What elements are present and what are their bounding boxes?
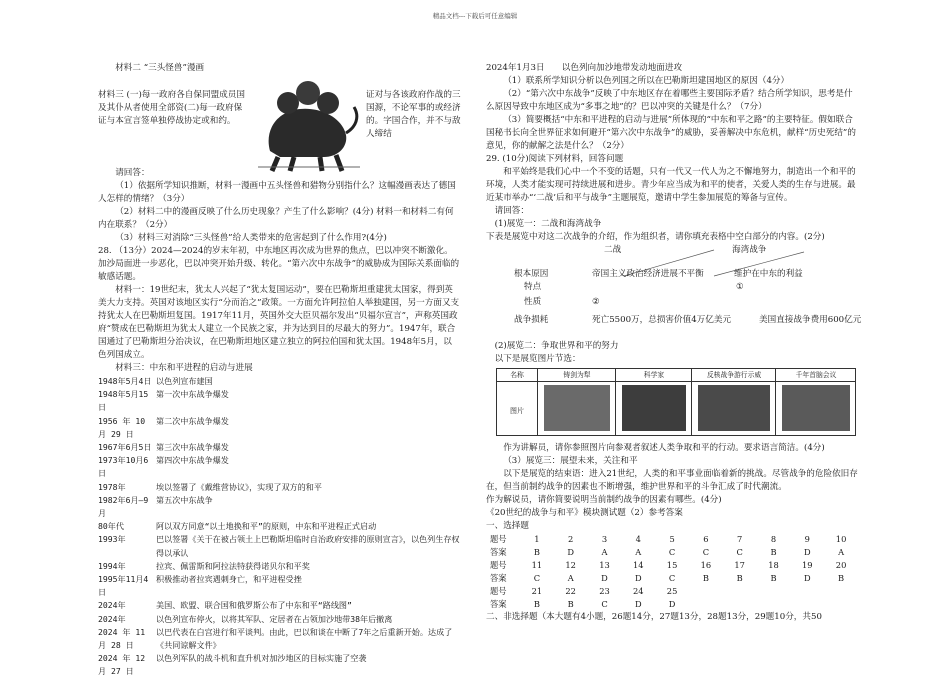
- answer-cell: [689, 598, 723, 611]
- answer-cell: 4: [635, 534, 641, 544]
- answer-cell: [824, 598, 858, 611]
- answer-cell: [757, 598, 791, 611]
- timeline-event: 第一次中东战争爆发: [156, 389, 229, 400]
- event-line: 2024年1月3日 以色列向加沙地带发动地面进攻: [486, 63, 683, 73]
- cell-gulf-feature: ①: [736, 282, 744, 292]
- question-2: （2）材料二中的漫画反映了什么历史现象？产生了什么影响？(4分) 材料一和材料二有何内在联系？（2分）: [98, 207, 454, 230]
- material3-text-right: 证对与各该政府作战的三国源，不论军事的或经济的。字国合作，并不与敌人缔结: [366, 90, 461, 139]
- answer-cell: D: [803, 573, 811, 583]
- timeline-date: 1967年6月5日: [98, 442, 152, 453]
- scientist-photo-icon: [622, 385, 686, 431]
- page-header: 精品文档---下载后可任意编辑: [432, 12, 518, 20]
- timeline-date: 2024年: [98, 613, 126, 624]
- answer-cell: 17: [734, 560, 745, 570]
- timeline-date: 80年代: [98, 521, 124, 532]
- answer-cell: A: [635, 547, 642, 557]
- pic-cell-scientist: [615, 369, 692, 435]
- answer-cell: D: [601, 573, 608, 583]
- cell-ww2-cause: 帝国主义政治经济进展不平衡: [592, 269, 704, 279]
- answer-cell: 8: [770, 534, 777, 544]
- answer-cell: 11: [531, 560, 543, 570]
- material2-title: 材料二 “三头怪兽”漫画: [115, 63, 205, 73]
- answer-cell: 20: [835, 560, 847, 570]
- exhibit2-task: 作为讲解员，请你参照图片向参观者叙述人类争取和平的行动。要求语言简洁。(4分): [503, 443, 825, 453]
- answer-cell: 2: [568, 534, 574, 544]
- pic-cell-summit: [775, 369, 856, 435]
- answer-cell: B: [736, 573, 743, 583]
- timeline-event: 以巴代表在白宫进行和平谈判。由此，巴以和谈在中断了7年之后重新开始。达成了《共同谅解文件》: [156, 626, 453, 651]
- three-headed-beast-cartoon-icon: [250, 77, 362, 173]
- right-question-1: （1）联系所学知识分析以色列国之所以在巴勒斯坦建国地区的原因（4分）: [503, 76, 790, 86]
- row-feature: 特点: [524, 282, 542, 292]
- answer-cell: [790, 598, 824, 611]
- pic-label-col: [497, 369, 537, 435]
- answer-cell: B: [838, 573, 845, 583]
- answer-cell: [689, 585, 723, 598]
- section1-title: 一、选择题: [486, 521, 529, 531]
- answer-cell: B: [702, 573, 709, 583]
- answer-grid: [490, 533, 858, 611]
- answer-cell: [824, 585, 858, 598]
- material1-text: 材料一：19世纪末，犹太人兴起了“犹太复国运动”，要在巴勒斯坦重建犹太国家，得到英美大力支持。英国对该地区实行“分而治之”政策。一方面允许阿拉伯人举独建国，另一方面又支持犹太人在巴勒斯坦复国。1917年11月，英国外交大臣贝福尔发出“贝福尔宣言”，声称英国政府“赞成在巴勒斯坦为犹太人建立一个民族之家，并为达到目的尽最大的努力”。1947年，联合国通过了巴勒斯坦分治决议，在巴勒斯坦地区建立独立的阿拉伯国和犹太国。1948年5月，以色列国成立。: [98, 285, 460, 360]
- timeline-table: [98, 375, 460, 679]
- pic-title-swords: 铸剑为犁: [538, 369, 616, 382]
- answer-cell: D: [634, 573, 642, 583]
- row-loss: 战争损耗: [514, 315, 549, 325]
- answer-row-label: 题号: [490, 586, 507, 596]
- timeline-event: 阿以双方同意“以土地换和平”的原则，中东和平进程正式启动: [156, 521, 377, 532]
- answer-cell: 22: [565, 586, 576, 596]
- exhibit2-desc: 以下是展览图片节选：: [494, 354, 581, 364]
- answer-cell: 14: [633, 560, 644, 570]
- timeline-event: 第二次中东战争爆发: [156, 415, 229, 426]
- answer-cell: D: [567, 547, 575, 557]
- answer-cell: 15: [666, 560, 678, 570]
- timeline-date: 1995年11月4日: [98, 574, 149, 598]
- cell-ww2-loss: 死亡5500万，总损害价值4万亿美元: [592, 315, 732, 325]
- exhibit2-title: (2)展览二：争取世界和平的努力: [494, 341, 619, 351]
- protest-photo-icon: [698, 385, 770, 431]
- pic-title-summit: 千年首脑会议: [776, 369, 856, 382]
- timeline-date: 2024 年 11 月 28 日: [98, 626, 150, 651]
- summit-photo-icon: [782, 385, 850, 431]
- question-1: （1）依据所学知识推断，材料一漫画中五头怪兽和猎物分别指什么？这幅漫画表达了德国人怎样的情绪？（3分）: [98, 181, 456, 204]
- answer-cell: [757, 585, 791, 598]
- timeline-event: 积极推动者拉宾遇刺身亡，和平进程受挫: [156, 574, 302, 585]
- question-29: 29. (10分)阅读下列材料，回答问题: [486, 154, 624, 164]
- answer-key-title: 《20世纪的战争与和平》模块测试题（2）参考答案: [486, 508, 683, 518]
- answer-cell: 18: [768, 560, 779, 570]
- answer-cell: 3: [601, 534, 608, 544]
- answer-row-label: 答案: [490, 547, 507, 557]
- right-question-2: （2）“第六次中东战争”反映了中东地区存在着哪些主要国际矛盾？结合所学知识，思考是什么原因导致中东地区成为“多事之地”的？巴以冲突的关键是什么？（7分）: [486, 89, 853, 112]
- pic-row-label: 图片: [510, 407, 524, 415]
- timeline-event: 美国、欧盟、联合国和俄罗斯公布了中东和平“路线图”: [156, 600, 352, 611]
- answer-cell: C: [702, 547, 710, 557]
- timeline-event: 巴以签署《关于在被占领土上巴勒斯坦临时自治政府安排的原则宣言》，以色列生存权得以承认: [156, 534, 460, 558]
- answer-cell: 23: [599, 586, 610, 596]
- material3-block: [98, 89, 460, 167]
- answer-cell: 9: [804, 534, 810, 544]
- pic-title-protest: 反核战争游行示威: [692, 369, 776, 382]
- answer-cell: C: [668, 547, 676, 557]
- right-column: [486, 62, 862, 624]
- cell-gulf-loss: 美国直接战争费用600亿元: [759, 315, 862, 325]
- exhibit1-desc: 下表是展览中对这二次战争的介绍，作为组织者，请你填充表格中空白部分的内容。(2分): [486, 232, 825, 242]
- col-gulf: 海湾战争: [732, 245, 767, 255]
- timeline-event: 拉宾、佩雷斯和阿拉法特获得诺贝尔和平奖: [156, 560, 310, 571]
- answer-cell: 25: [666, 586, 678, 596]
- answer-cell: 12: [565, 560, 576, 570]
- cell-ww2-nature: ②: [592, 297, 600, 307]
- pic-header-name: 名称: [497, 369, 537, 382]
- timeline-date: 1982年6月—9月: [98, 494, 149, 519]
- answer-row-label: 答案: [490, 573, 507, 583]
- answer-row-label: 题号: [490, 560, 507, 570]
- col-ww2: 二战: [604, 245, 622, 255]
- exhibit3-title: （3）展览三：展望未来，关注和平: [503, 456, 638, 466]
- answer-row-label: 答案: [490, 599, 507, 609]
- timeline-date: 1994年: [98, 560, 126, 571]
- answer-cell: D: [803, 547, 811, 557]
- pic-title-scientist: 科学家: [616, 369, 692, 382]
- answer-cell: A: [567, 573, 574, 583]
- timeline-event: 以色列军队的战斗机和直升机对加沙地区的目标实施了空袭: [156, 653, 367, 664]
- answer-prompt-2: 请回答：: [494, 206, 529, 216]
- answer-cell: A: [838, 547, 845, 557]
- timeline-event: 第五次中东战争: [156, 494, 213, 505]
- answer-cell: [723, 585, 757, 598]
- timeline-date: 2024 年 12 月 27 日: [98, 653, 150, 677]
- answer-cell: [790, 585, 824, 598]
- answer-cell: B: [770, 573, 777, 583]
- timeline-event: 第四次中东战争爆发: [156, 455, 229, 466]
- answer-cell: C: [668, 573, 676, 583]
- answer-cell: 21: [531, 586, 543, 596]
- answer-cell: C: [601, 599, 608, 609]
- pic-cell-protest: [691, 369, 776, 435]
- answer-row-label: 题号: [490, 534, 507, 544]
- answer-cell: 24: [633, 586, 644, 596]
- sculpture-photo-icon: [544, 385, 610, 431]
- answer-cell: C: [533, 573, 541, 583]
- cell-gulf-cause: 维护在中东的利益: [734, 269, 803, 279]
- answer-cell: 1: [534, 534, 540, 544]
- question-29-text: 和平始终是我们心中一个不变的话题，只有一代又一代人为之不懈地努力，制造出一个和平的环境，人类才能实现可持续进展和进步。青少年应当成为和平的使者，关爱人类的生存与进展。最近某市举办“‘二战’后和平与战争”主题展览，邀请中学生参加展览的筹备与宣传。: [486, 167, 856, 203]
- timeline-date: 2024年: [98, 600, 126, 611]
- timeline-date: 1993年: [98, 534, 126, 545]
- timeline-event: 第三次中东战争爆发: [156, 442, 229, 453]
- timeline-date: 1973年10月6日: [98, 455, 149, 479]
- exhibit3-task: 作为解说员，请你简要说明当前制约战争的因素有哪些。(4分): [486, 495, 722, 505]
- timeline-date: 1948年5月4日: [98, 376, 152, 386]
- question-3: （3）材料三对消除“三头怪兽”给人类带来的危害起到了什么作用?(4分): [115, 233, 387, 243]
- answer-cell: 13: [599, 560, 610, 570]
- timeline-date: 1956 年 10 月 29 日: [98, 415, 150, 439]
- answer-cell: B: [567, 599, 574, 609]
- exhibit3-text: 以下是展览的结束语：进入21世纪，人类的和平事业面临着新的挑战。尽管战争的危险依旧存在，但当前制约战争的因素也不断增强，维护世界和平的斗争汇成了时代潮流。: [486, 469, 858, 492]
- timeline-event: 埃以签署了《戴维营协议》，实现了双方的和平: [156, 481, 322, 492]
- answer-cell: 5: [669, 534, 675, 544]
- row-root-cause: 根本原因: [514, 269, 549, 279]
- answer-cell: 16: [700, 560, 712, 570]
- question-28: 28. （13分）2024—2024的岁末年初，中东地区再次成为世界的焦点，巴以冲突不断激化。加沙局面进一步恶化，巴以冲突开始升级、转化。“第六次中东战争”的威胁成为国际关系面临的敏感话题。: [98, 246, 460, 282]
- left-column: [98, 62, 460, 679]
- timeline-event: 以色列宣布建国: [156, 376, 213, 386]
- right-question-3: （3）简要概括“中东和平进程的启动与进展”所体现的“中东和平之路”的主要特征。假如联合国秘书长向全世界征求如何避开“第六次中东战争”的威胁，妥善解决中东危机，献样“历史死结”的意见，你的献解之法是什么？（2分）: [486, 115, 856, 151]
- timeline-event: 以色列宣布停火，以将其军队、定居者在占领加沙地带38年后撤离: [156, 613, 393, 624]
- row-nature: 性质: [524, 297, 542, 307]
- answer-cell: 10: [835, 534, 847, 544]
- answer-cell: C: [736, 547, 743, 557]
- pic-cell-swords: [537, 369, 616, 435]
- answer-cell: [723, 598, 757, 611]
- answer-cell: B: [770, 547, 777, 557]
- timeline-date: 1948年5月15日: [98, 389, 149, 413]
- material3-text-left: 材料三 (一)每一政府各自保同盟成员国及其仆从者使用全部资(二)每一政府保证与本宣言签单独停战协定或和约。: [98, 90, 245, 126]
- answer-cell: 19: [802, 560, 813, 570]
- answer-cell: B: [533, 547, 540, 557]
- answer-cell: 6: [703, 534, 709, 544]
- timeline-date: 1978年: [98, 481, 126, 492]
- material3-timeline-title: 材料三：中东和平进程的启动与进展: [115, 363, 253, 373]
- peace-picture-strip: [496, 368, 856, 436]
- exhibit1-title: (1)展览一：二战和海湾战争: [494, 219, 602, 229]
- answer-cell: D: [634, 599, 642, 609]
- war-comparison-table: [514, 244, 862, 340]
- answer-cell: D: [668, 599, 676, 609]
- section2-title: 二、非选择题（本大题有4小题，26题14分，27题13分，28题13分，29题10分，共50: [486, 612, 822, 622]
- answer-prompt: 请回答：: [115, 168, 150, 178]
- answer-cell: B: [533, 599, 540, 609]
- answer-cell: A: [601, 547, 608, 557]
- answer-cell: 7: [737, 534, 743, 544]
